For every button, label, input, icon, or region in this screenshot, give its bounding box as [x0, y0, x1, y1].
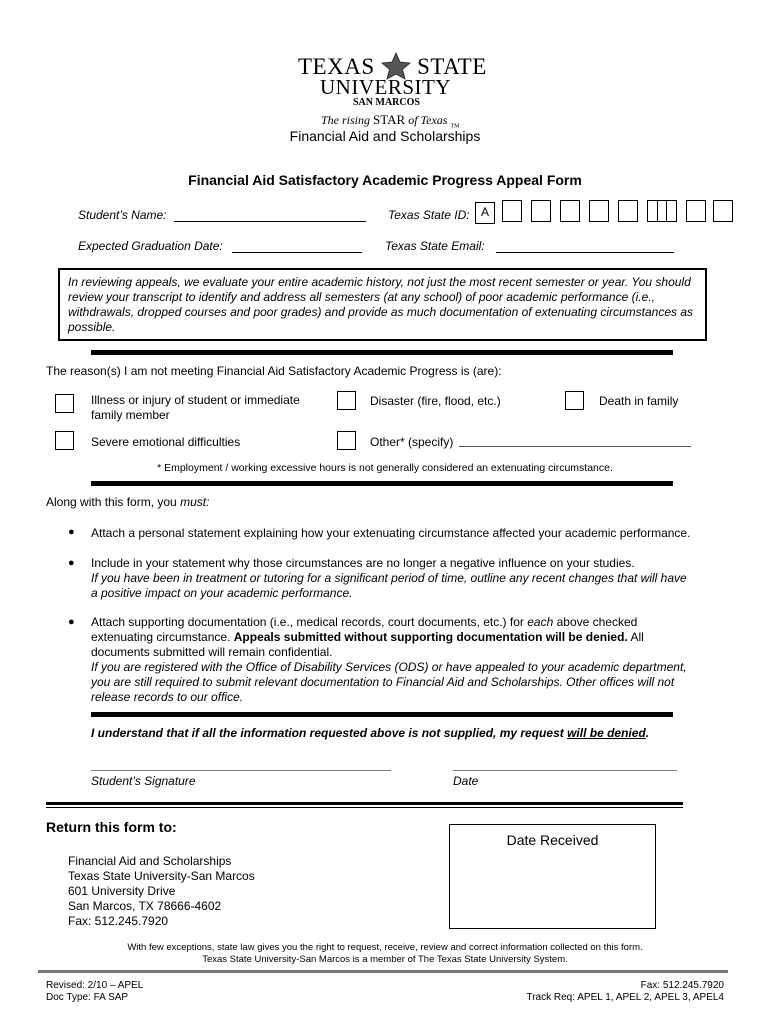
logo-university: UNIVERSITY [320, 75, 451, 99]
student-name-label: Student’s Name: [78, 208, 167, 222]
id-digit-box[interactable] [589, 200, 609, 222]
notice-text: In reviewing appeals, we evaluate your entire academic history, not just the most recent semester or year. You should review your transcript to identify and address all semesters (at any school) of poor academic performance (i.e., withdrawals, dropped courses and poor grades) and provide as much documentation of extenuating circumstances as possible. [68, 275, 694, 334]
student-signature-label: Student’s Signature [91, 774, 196, 788]
reasons-intro: The reason(s) I am not meeting Financial Aid Satisfactory Academic Progress is (are): [46, 364, 502, 378]
section-divider [91, 481, 673, 486]
texas-state-email-label: Texas State Email: [385, 239, 485, 253]
employment-footnote: * Employment / working excessive hours is not generally considered an extenuating circumstance. [157, 462, 613, 474]
logo-campus: SAN MARCOS [353, 97, 420, 108]
student-name-field[interactable] [174, 221, 366, 222]
disaster-label: Disaster (fire, flood, etc.) [370, 394, 501, 408]
footer-divider [38, 970, 728, 973]
texas-state-email-field[interactable] [496, 252, 674, 253]
section-divider [91, 712, 673, 717]
date-received-box [449, 824, 656, 929]
notice-box [58, 268, 707, 341]
expected-grad-label: Expected Graduation Date: [78, 239, 223, 253]
student-signature-line[interactable] [91, 770, 391, 771]
logo-texas: TEXAS [298, 54, 375, 79]
date-received-label: Date Received [506, 832, 599, 848]
texas-state-id-boxes[interactable] [502, 200, 737, 224]
logo-state: STATE [417, 54, 487, 79]
return-address: Financial Aid and Scholarships Texas State University-San Marcos 601 University Drive San Marcos, TX 78666-4602 Fax: 512.245.7920 [68, 854, 255, 928]
id-digit-box[interactable] [618, 200, 638, 222]
requirement-no-longer-negative: Include in your statement why those circumstances are no longer a negative influence on your studies. If you have been in treatment or tutoring for a significant period of time, outline any recent changes that will have a positive impact on your academic performance. [91, 556, 687, 600]
university-logo [290, 44, 490, 134]
bullet-icon: ● [68, 557, 75, 569]
id-digit-box[interactable] [502, 200, 522, 222]
id-digit-box[interactable] [531, 200, 551, 222]
return-heading: Return this form to: [46, 819, 177, 835]
requirement-personal-statement: Attach a personal statement explaining how your extenuating circumstance affected your academic performance. [91, 526, 691, 540]
disaster-checkbox[interactable] [337, 391, 356, 410]
id-digit-box[interactable] [657, 200, 677, 222]
other-checkbox[interactable] [337, 431, 356, 450]
texas-state-id-label: Texas State ID: [388, 208, 470, 222]
expected-grad-field[interactable] [232, 252, 362, 253]
id-digit-box[interactable] [686, 200, 706, 222]
emotional-checkbox[interactable] [55, 431, 74, 450]
emotional-label: Severe emotional difficulties [91, 435, 241, 449]
date-label: Date [453, 774, 479, 788]
double-divider [46, 802, 683, 808]
legal-notice: With few exceptions, state law gives you the right to request, receive, review and correct information collected on this form. Texas State University-San Marcos is a member of The Texas State University System. [127, 942, 643, 965]
illness-checkbox[interactable] [55, 394, 74, 413]
other-label: Other* (specify) [370, 435, 454, 449]
bullet-icon: ● [68, 616, 75, 628]
logo-tagline: The rising STAR of Texas $_{TM}$ [321, 112, 460, 130]
bullet-icon: ● [68, 526, 75, 538]
office-name: Financial Aid and Scholarships [289, 128, 481, 144]
id-prefix-box: A [475, 202, 495, 224]
id-digit-box[interactable] [560, 200, 580, 222]
footer-left: Revised: 2/10 – APEL Doc Type: FA SAP [46, 980, 144, 1003]
id-digit-box[interactable] [713, 200, 733, 222]
requirements-intro: Along with this form, you must: [46, 495, 210, 509]
date-signature-line[interactable] [453, 770, 677, 771]
illness-label: Illness or injury of student or immediate family member [91, 393, 300, 422]
requirement-documentation: Attach supporting documentation (i.e., medical records, court documents, etc.) for each above checked extenuating circumstance. Appeals submitted without supporting documentation will be denied. All documents submitted will remain confidential. If you are registered with the Office of Disability Services (ODS) or have appealed to your academic department, you are still required to submit relevant documentation to Financial Aid and Scholarships. Other offices will not release records to our office. [91, 615, 687, 704]
footer-right: Fax: 512.245.7920 Track Req: APEL 1, APEL 2, APEL 3, APEL4 [526, 980, 724, 1003]
death-label: Death in family [599, 394, 679, 408]
other-specify-field[interactable] [459, 446, 691, 447]
death-checkbox[interactable] [565, 391, 584, 410]
form-title: Financial Aid Satisfactory Academic Progress Appeal Form [188, 172, 582, 188]
section-divider [91, 350, 673, 355]
acknowledgement: I understand that if all the information requested above is not supplied, my request will be denied. [91, 726, 650, 740]
